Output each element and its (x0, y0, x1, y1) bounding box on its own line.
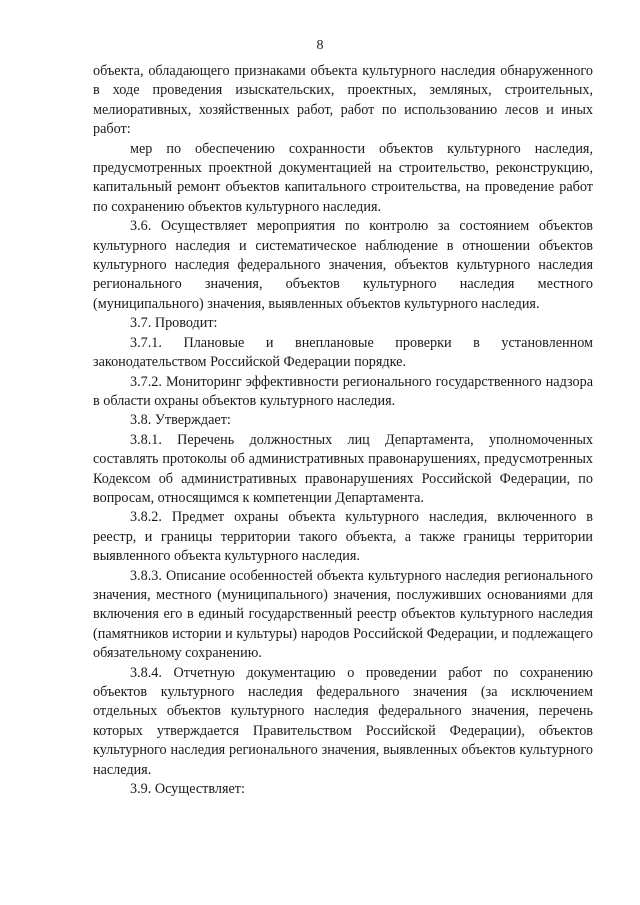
paragraph-3-9: 3.9. Осуществляет: (130, 781, 245, 798)
paragraph-3-6: 3.6. Осуществляет мероприятия по контролю за состоянием объектов культурного наследия и систематическое наблюдение в отношении объектов культурного наследия федерального значения, объектов культурного наследия регионального значения, объектов культурного наследия местного (муниципального) значения, выявленных объектов культурного наследия. (93, 218, 593, 312)
paragraph-3-8-3: 3.8.3. Описание особенностей объекта культурного наследия регионального значения, местного (муниципального) значения, послуживших основаниями для включения его в единый государственный реестр объектов культурного наследия (памятников истории и культуры) народов Российской Федерации, и подлежащего обязательному сохранению. (93, 567, 593, 662)
paragraph-3-8-1: 3.8.1. Перечень должностных лиц Департамента, уполномоченных составлять протоколы об административных правонарушениях, предусмотренных Кодексом об административных правонарушениях Российской Федерации, по вопросам, относящимся к компетенции Департамента. (93, 431, 593, 506)
paragraph-3-8: 3.8. Утверждает: (130, 412, 231, 429)
paragraph-preservation-measures: мер по обеспечению сохранности объектов культурного наследия, предусмотренных проектной документацией на строительство, реконструкцию, капитальный ремонт объектов капитального строительства, на проведение работ по сохранению объектов культурного наследия. (93, 140, 593, 215)
paragraph-3-8-2: 3.8.2. Предмет охраны объекта культурного наследия, включенного в реестр, и границы территории такого объекта, а также границы территории выявленного объекта культурного наследия. (93, 509, 593, 565)
paragraph-3-7-1: 3.7.1. Плановые и внеплановые проверки в установленном законодательством Российской Федерации порядке. (93, 334, 593, 371)
paragraph-3-8-4: 3.8.4. Отчетную документацию о проведении работ по сохранению объектов культурного наследия федерального значения (за исключением отдельных объектов культурного наследия федерального значения, перечень которых утверждается Правительством Российской Федерации), объектов культурного наследия регионального значения, выявленных объектов культурного наследия. (93, 664, 593, 778)
paragraph-3-7-2: 3.7.2. Мониторинг эффективности регионального государственного надзора в области охраны объектов культурного наследия. (93, 373, 593, 409)
page-number: 8 (316, 38, 324, 53)
paragraph-object-continuation: объекта, обладающего признаками объекта культурного наследия обнаруженного в ходе проведения изыскательских, проектных, земляных, строительных, мелиоративных, хозяйственных работ, работ по использованию лесов и иных работ: (93, 63, 593, 138)
document-body (93, 62, 593, 799)
paragraph-3-7: 3.7. Проводит: (130, 315, 218, 332)
